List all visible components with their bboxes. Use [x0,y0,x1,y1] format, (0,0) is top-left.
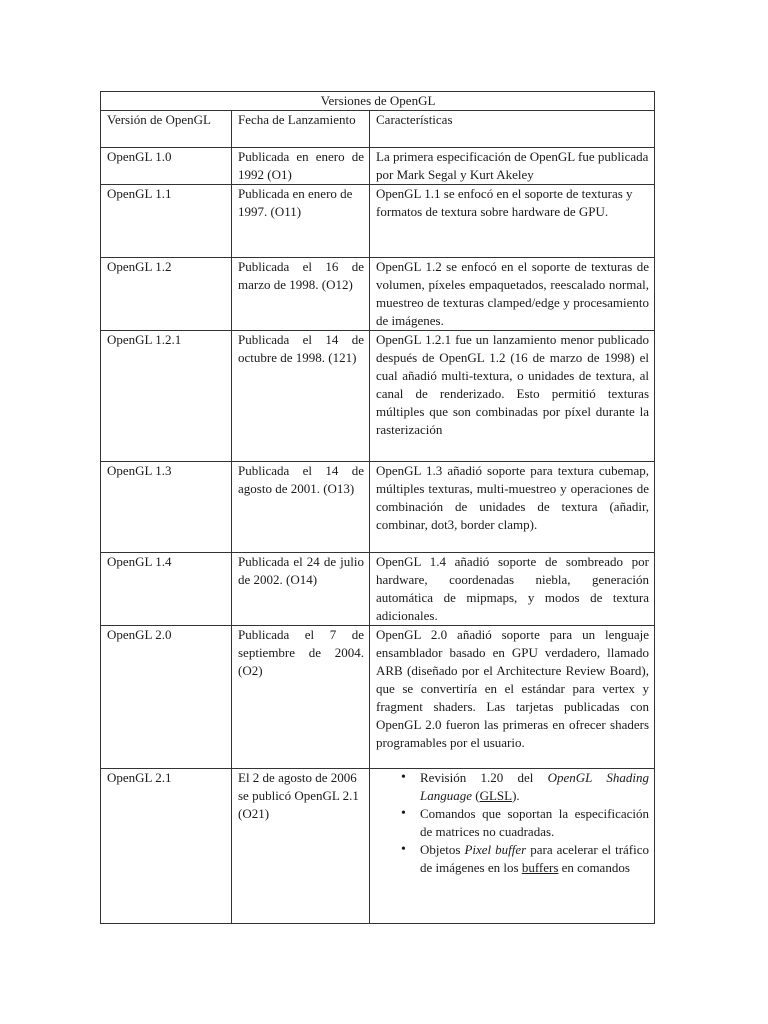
date-cell: Publicada el 16 de marzo de 1998. (O12) [232,258,370,331]
list-item: • Revisión 1.20 del OpenGL Shading Language (GLSL). [420,769,649,805]
version-cell: OpenGL 1.3 [101,462,232,553]
features-cell: OpenGL 1.1 se enfocó en el soporte de texturas y formatos de textura sobre hardware de GPU. [370,185,655,258]
pixel-buffer-term: Pixel buffer [464,842,527,857]
opengl-versions-table [100,91,655,924]
table-row [101,148,655,185]
header-date: Fecha de Lanzamiento [232,111,370,148]
table-row [101,462,655,553]
features-cell: OpenGL 1.2 se enfocó en el soporte de texturas de volumen, píxeles empaquetados, reescalado normal, muestreo de texturas clamped/edge y procesamiento de imágenes. [370,258,655,331]
version-cell: OpenGL 2.0 [101,626,232,769]
features-cell: OpenGL 1.4 añadió soporte de sombreado por hardware, coordenadas niebla, generación automática de mipmaps, y modos de textura adicionales. [370,553,655,626]
table-row [101,258,655,331]
glsl-fullname: OpenGL Shading Language [420,770,650,803]
header-version: Versión de OpenGL [101,111,232,148]
version-cell: OpenGL 1.2.1 [101,331,232,462]
version-cell: OpenGL 1.4 [101,553,232,626]
table-row [101,626,655,769]
table-row [101,331,655,462]
features-list [376,769,649,877]
table-title: Versiones de OpenGL [101,92,655,111]
date-cell: Publicada en enero de 1992 (O1) [232,148,370,185]
features-cell: La primera especificación de OpenGL fue publicada por Mark Segal y Kurt Akeley [370,148,655,185]
list-item: • Objetos Pixel buffer para acelerar el tráfico de imágenes en los buffers en comandos [420,841,649,877]
header-features: Características [370,111,655,148]
list-item: • Comandos que soportan la especificación de matrices no cuadradas. [420,805,649,841]
version-cell: OpenGL 1.2 [101,258,232,331]
date-cell: Publicada el 14 de octubre de 1998. (121) [232,331,370,462]
table-header-row [101,111,655,148]
table-title-row [101,92,655,111]
table-row [101,769,655,924]
glsl-link[interactable]: GLSL [479,788,513,803]
date-cell: Publicada el 14 de agosto de 2001. (O13) [232,462,370,553]
features-cell [370,769,655,924]
table-row [101,553,655,626]
version-cell: OpenGL 2.1 [101,769,232,924]
table-row [101,185,655,258]
date-cell: Publicada en enero de 1997. (O11) [232,185,370,258]
features-cell: OpenGL 2.0 añadió soporte para un lenguaje ensamblador basado en GPU verdadero, llamado ARB (diseñado por el Architecture Review Board), que se convertiría en el estándar para vertex y fragment shaders. Las tarjetas publicadas con OpenGL 2.0 fueron las primeras en ofrecer shaders programables por el usuario. [370,626,655,769]
version-cell: OpenGL 1.1 [101,185,232,258]
features-cell: OpenGL 1.3 añadió soporte para textura cubemap, múltiples texturas, multi-muestreo y operaciones de combinación de unidades de textura (añadir, combinar, dot3, border clamp). [370,462,655,553]
features-cell: OpenGL 1.2.1 fue un lanzamiento menor publicado después de OpenGL 1.2 (16 de marzo de 1998) el cual añadió multi-textura, o unidades de textura, al canal de renderizado. Esto permitió texturas múltiples que son combinadas por píxel durante la rasterización [370,331,655,462]
date-cell: Publicada el 24 de julio de 2002. (O14) [232,553,370,626]
buffers-link[interactable]: buffers [521,860,559,875]
date-cell: El 2 de agosto de 2006 se publicó OpenGL 2.1 (O21) [232,769,370,924]
date-cell: Publicada el 7 de septiembre de 2004. (O2) [232,626,370,769]
version-cell: OpenGL 1.0 [101,148,232,185]
